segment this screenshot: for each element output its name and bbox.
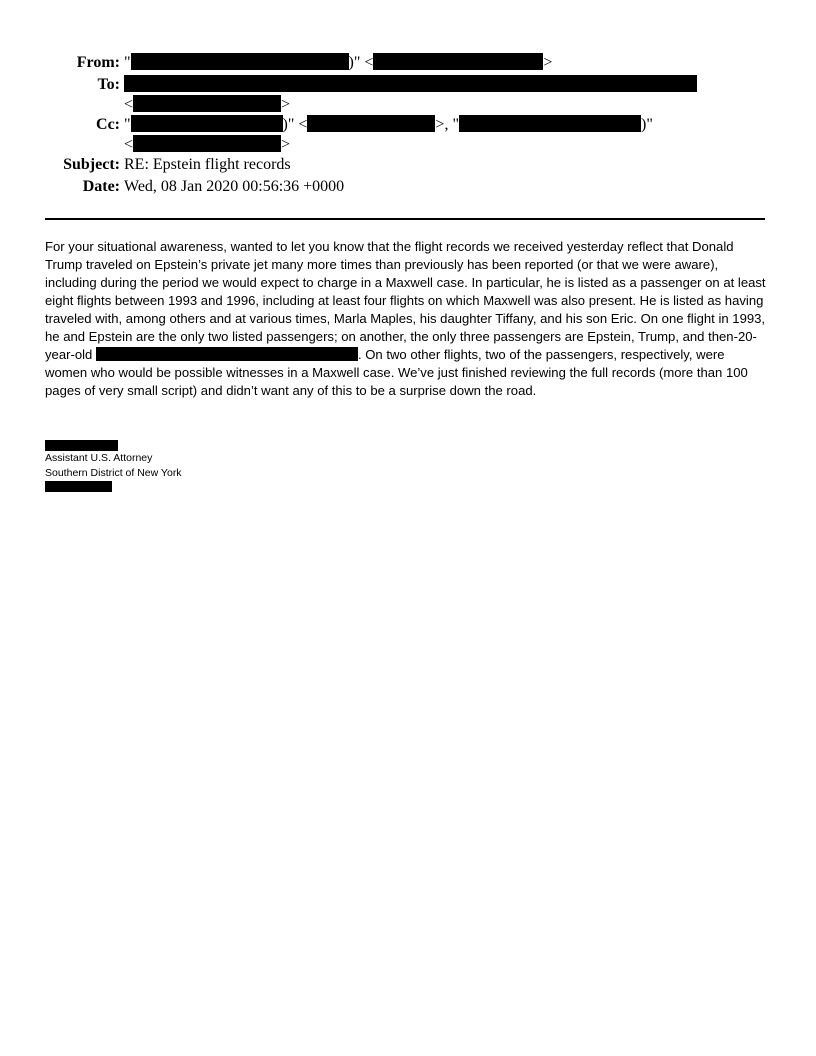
signature-block xyxy=(45,440,182,492)
to-label: To: xyxy=(97,76,120,93)
email-header xyxy=(0,52,816,198)
from-label: From: xyxy=(76,54,120,71)
redaction-box xyxy=(131,115,283,132)
body-part-1: For your situational awareness, wanted to let you know that the flight records we received yesterday reflect that Donald Trump traveled on Epstein’s private jet many more times than previously has been reported (or that we were aware), including during the period we would expect to charge in a Maxwell case. In particular, he is listed as a passenger on at least eight flights between 1993 and 1996, including at least four flights on which Maxwell was also present. He is listed as having traveled with, among others and at various times, Marla Maples, his daughter Tiffany, and his son Eric. On one flight in 1993, he and Epstein are the only two listed passengers; on another, the only three passengers are Epstein, Trump, and then-20-year-old xyxy=(45,239,766,362)
to-value-line2: < > xyxy=(124,96,291,113)
redaction-box xyxy=(459,115,641,132)
cc-value: " )" < >, " )" xyxy=(124,116,653,133)
cc-value-line2: < > xyxy=(124,136,291,153)
subject-row xyxy=(0,154,816,176)
header-divider xyxy=(45,218,765,220)
redaction-box xyxy=(96,347,358,361)
cc-row xyxy=(0,114,816,154)
signature-title: Assistant U.S. Attorney xyxy=(45,452,153,464)
redaction-box xyxy=(133,135,281,152)
to-row xyxy=(0,74,816,114)
redaction-box xyxy=(133,95,281,112)
subject-label: Subject: xyxy=(63,156,120,173)
cc-label: Cc: xyxy=(96,116,120,133)
redaction-box xyxy=(124,75,697,92)
signature-office: Southern District of New York xyxy=(45,467,182,479)
date-row xyxy=(0,176,816,198)
redaction-box xyxy=(373,53,543,70)
redacted-contact xyxy=(45,481,112,492)
date-value: Wed, 08 Jan 2020 00:56:36 +0000 xyxy=(124,178,345,195)
subject-value: RE: Epstein flight records xyxy=(124,156,291,173)
date-label: Date: xyxy=(82,178,120,195)
from-value: " )" < > xyxy=(124,54,553,71)
to-value xyxy=(124,74,697,96)
redacted-name xyxy=(45,440,118,451)
from-row xyxy=(0,52,816,74)
email-body xyxy=(45,238,770,400)
redaction-box xyxy=(307,115,435,132)
redaction-box xyxy=(131,53,349,70)
body-part-2: . On two other flights, two of the passengers, respectively, were women who would be possible witnesses in a Maxwell case. We’ve just finished reviewing the full records (more than 100 pages of very small script) and didn’t want any of this to be a surprise down the road. xyxy=(45,347,748,398)
